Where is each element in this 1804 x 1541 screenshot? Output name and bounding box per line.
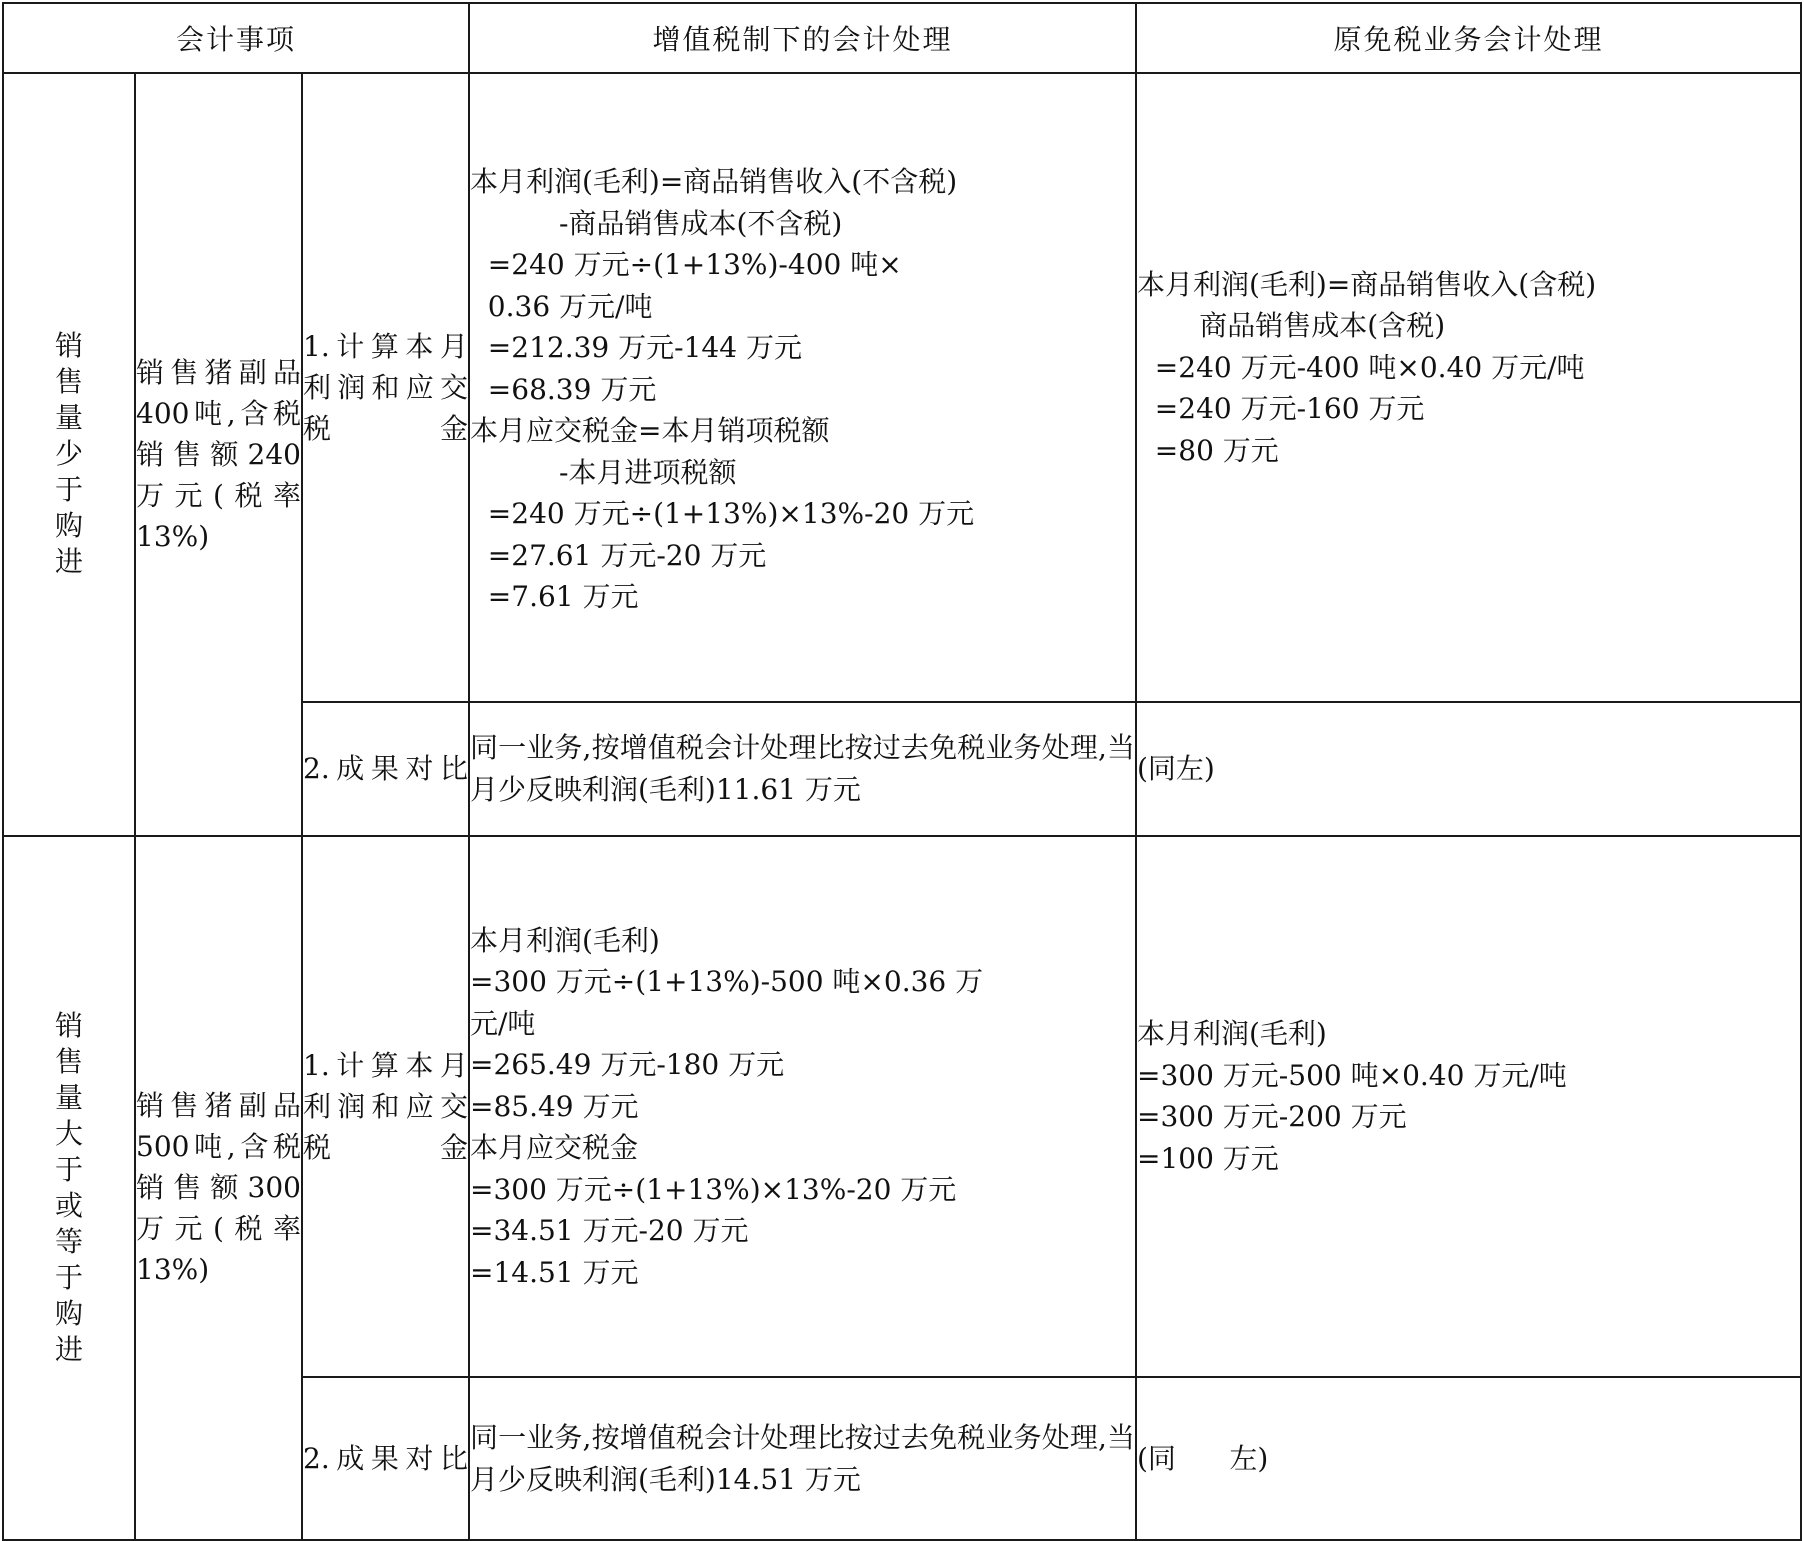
comparison-table bbox=[2, 2, 1802, 1541]
formula-line: =100 万元 bbox=[1137, 1141, 1279, 1175]
section-1-item-description bbox=[135, 73, 302, 836]
sub-label-text: 1.计算本月利润和应交税金 bbox=[303, 1048, 468, 1164]
formula-line: 商品销售成本(含税) bbox=[1137, 309, 1446, 342]
section-1-sub-label-calc bbox=[302, 73, 469, 702]
section-1-case-label bbox=[3, 73, 135, 836]
item-text: 销售猪副品500吨,含税销售额300 万元(税率13%) bbox=[136, 1089, 301, 1287]
section-2-vat-calculation bbox=[469, 836, 1136, 1378]
case-label-text: 销售量少于购进 bbox=[54, 329, 83, 579]
header-accounting-item: 会计事项 bbox=[3, 3, 469, 73]
formula-line: =300 万元-500 吨×0.40 万元/吨 bbox=[1137, 1058, 1567, 1092]
formula-line: =80 万元 bbox=[1137, 433, 1279, 467]
section-2-item-description bbox=[135, 836, 302, 1541]
sub-label-text: 1.计算本月利润和应交税金 bbox=[303, 329, 468, 445]
header-vat-treatment: 增值税制下的会计处理 bbox=[469, 3, 1136, 73]
formula-line: =240 万元-400 吨×0.40 万元/吨 bbox=[1137, 350, 1585, 384]
exempt-lines bbox=[1137, 264, 1800, 472]
formula-line: =300 万元÷(1+13%)×13%-20 万元 bbox=[470, 1172, 957, 1206]
formula-line: 元/吨 bbox=[470, 1006, 536, 1040]
formula-line: 0.36 万元/吨 bbox=[470, 289, 653, 323]
section-2-sub-label-compare bbox=[302, 1377, 469, 1540]
formula-line: =27.61 万元-20 万元 bbox=[470, 538, 767, 572]
comparison-text: 同一业务,按增值税会计处理比按过去免税业务处理,当月少反映利润(毛利)11.61 万元 bbox=[470, 731, 1135, 806]
vat-lines bbox=[470, 161, 1135, 618]
section-1-exempt-calculation bbox=[1136, 73, 1801, 702]
formula-line: =34.51 万元-20 万元 bbox=[470, 1214, 749, 1247]
section-2-exempt-comparison bbox=[1136, 1377, 1801, 1540]
section-2-calc-row bbox=[3, 836, 1801, 1378]
formula-line: 本月利润(毛利) bbox=[470, 923, 660, 957]
section-1-calc-row bbox=[3, 73, 1801, 702]
formula-line: 本月利润(毛利) bbox=[1137, 1017, 1327, 1051]
exempt-lines bbox=[1137, 1013, 1800, 1179]
formula-line: =212.39 万元-144 万元 bbox=[470, 331, 802, 364]
section-1-vat-calculation bbox=[469, 73, 1136, 702]
section-2-case-label bbox=[3, 836, 135, 1541]
formula-line: =240 万元÷(1+13%)×13%-20 万元 bbox=[470, 497, 975, 530]
formula-line: =240 万元-160 万元 bbox=[1137, 392, 1425, 425]
header-exempt-treatment: 原免税业务会计处理 bbox=[1136, 3, 1801, 73]
formula-line: -本月进项税额 bbox=[470, 455, 737, 489]
formula-line: =14.51 万元 bbox=[470, 1255, 639, 1289]
formula-line: 本月利润(毛利)=商品销售收入(不含税) bbox=[470, 165, 958, 198]
header-row bbox=[3, 3, 1801, 73]
section-2-vat-comparison bbox=[469, 1377, 1136, 1540]
comparison-text: 同一业务,按增值税会计处理比按过去免税业务处理,当月少反映利润(毛利)14.51 万元 bbox=[470, 1421, 1135, 1496]
vat-lines bbox=[470, 920, 1135, 1294]
formula-line: -商品销售成本(不含税) bbox=[470, 206, 843, 240]
section-2-sub-label-calc bbox=[302, 836, 469, 1378]
sub-label-text: 2.成果对比 bbox=[303, 752, 468, 785]
same-as-left-text: (同左) bbox=[1137, 751, 1215, 785]
formula-line: 本月应交税金 bbox=[470, 1131, 639, 1164]
section-1-exempt-comparison bbox=[1136, 702, 1801, 836]
same-as-left-text: (同 左) bbox=[1137, 1441, 1269, 1475]
section-1-sub-label-compare bbox=[302, 702, 469, 836]
formula-line: =300 万元-200 万元 bbox=[1137, 1100, 1407, 1134]
formula-line: =85.49 万元 bbox=[470, 1089, 639, 1123]
formula-line: 本月利润(毛利)=商品销售收入(含税) bbox=[1137, 267, 1597, 301]
formula-line: =68.39 万元 bbox=[470, 372, 657, 406]
formula-line: =300 万元÷(1+13%)-500 吨×0.36 万 bbox=[470, 965, 984, 998]
formula-line: =240 万元÷(1+13%)-400 吨× bbox=[470, 248, 902, 281]
section-2-exempt-calculation bbox=[1136, 836, 1801, 1378]
formula-line: =265.49 万元-180 万元 bbox=[470, 1048, 785, 1081]
formula-line: =7.61 万元 bbox=[470, 580, 639, 613]
item-text: 销售猪副品400吨,含税销售额240 万元(税率13%) bbox=[136, 355, 301, 553]
formula-line: 本月应交税金=本月销项税额 bbox=[470, 414, 830, 447]
section-1-vat-comparison bbox=[469, 702, 1136, 836]
accounting-comparison-document bbox=[2, 2, 1800, 1496]
case-label-text: 销售量大于或等于购进 bbox=[54, 1008, 83, 1366]
sub-label-text: 2.成果对比 bbox=[303, 1442, 468, 1475]
